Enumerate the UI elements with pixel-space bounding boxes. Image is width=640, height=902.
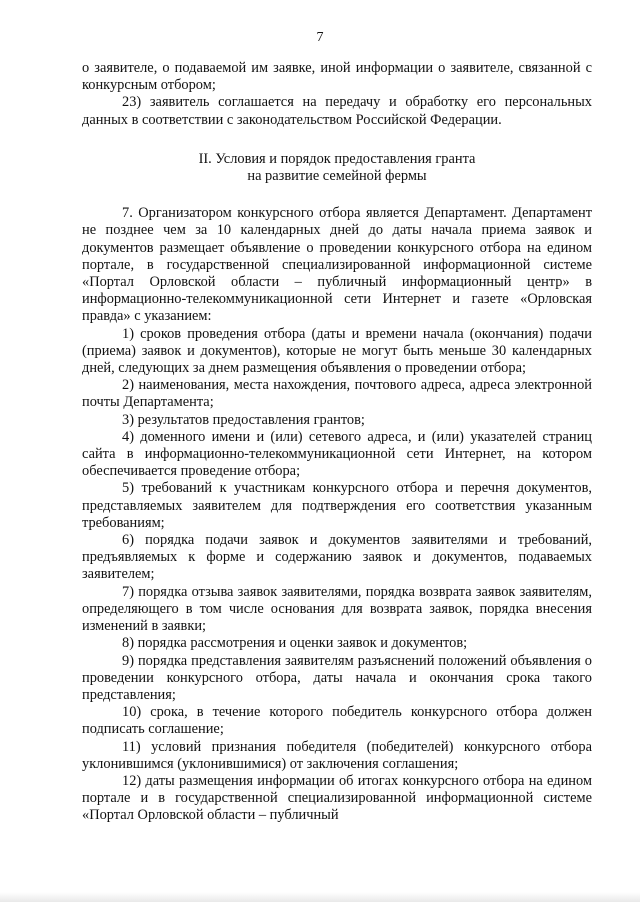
list-item: 3) результатов предоставления грантов; (122, 411, 365, 428)
paragraph: 7. Организатором конкурсного отбора является Департамент. Департамент не позднее чем за 10 календарных дней до даты начала приема заявок и документов размещает объявление о проведении конкурсного отбора на едином портале, в государственной специализированной информационной системе «Портал Орловской области – публичный информационный центр» в информационно-телекоммуникационной сети Интернет и газете «Орловская правда» с указанием: (82, 205, 592, 325)
list-item: 2) наименования, места нахождения, почтового адреса, адреса электронной почты Департамента; (82, 377, 592, 411)
list-item: 4) доменного имени и (или) сетевого адреса, и (или) указателей страниц сайта в информационно-телекоммуникационной сети Интернет, на котором обеспечивается проведение отбора; (82, 428, 592, 480)
list-item: 9) порядка представления заявителям разъяснений положений объявления о проведении конкурсного отбора, даты начала и окончания срока такого представления; (82, 652, 592, 703)
section-heading-line: на развитие семейной фермы (247, 168, 427, 185)
section-heading-line: II. Условия и порядок предоставления гранта (198, 150, 476, 167)
list-item: 7) порядка отзыва заявок заявителями, порядка возврата заявок заявителям, определяющего в том числе основания для возврата заявок, порядка внесения изменений в заявки; (82, 583, 592, 635)
scan-edge-shadow (0, 892, 640, 902)
list-item: 8) порядка рассмотрения и оценки заявок и документов; (122, 635, 468, 652)
list-item: 5) требований к участникам конкурсного отбора и перечня документов, представляемых заявителем для подтверждения его соответствия указанным требованиям; (82, 480, 592, 531)
list-item: 6) порядка подачи заявок и документов заявителями и требований, предъявляемых к форме и содержанию заявок и документов, подаваемых заявителем; (82, 532, 592, 583)
paragraph: о заявителе, о подаваемой им заявке, иной информации о заявителе, связанной с конкурсным отбором; (82, 60, 592, 94)
page-number: 7 (316, 30, 324, 45)
document-body (82, 60, 592, 825)
list-item: 11) условий признания победителя (победителей) конкурсного отбора уклонившимся (уклонившимися) от заключения соглашения; (82, 738, 592, 772)
list-item: 12) даты размещения информации об итогах конкурсного отбора на едином портале и в государственной специализированной информационной системе «Портал Орловской области – публичный (82, 772, 592, 824)
list-item: 1) сроков проведения отбора (даты и времени начала (окончания) подачи (приема) заявок и документов), которые не могут быть меньше 30 календарных дней, следующих за днем размещения объявления о проведении отбора; (82, 325, 592, 377)
list-item: 10) срока, в течение которого победитель конкурсного отбора должен подписать соглашение; (82, 704, 592, 738)
section-heading (82, 151, 592, 185)
paragraph: 23) заявитель соглашается на передачу и обработку его персональных данных в соответствии с законодательством Российской Федерации. (82, 94, 592, 128)
